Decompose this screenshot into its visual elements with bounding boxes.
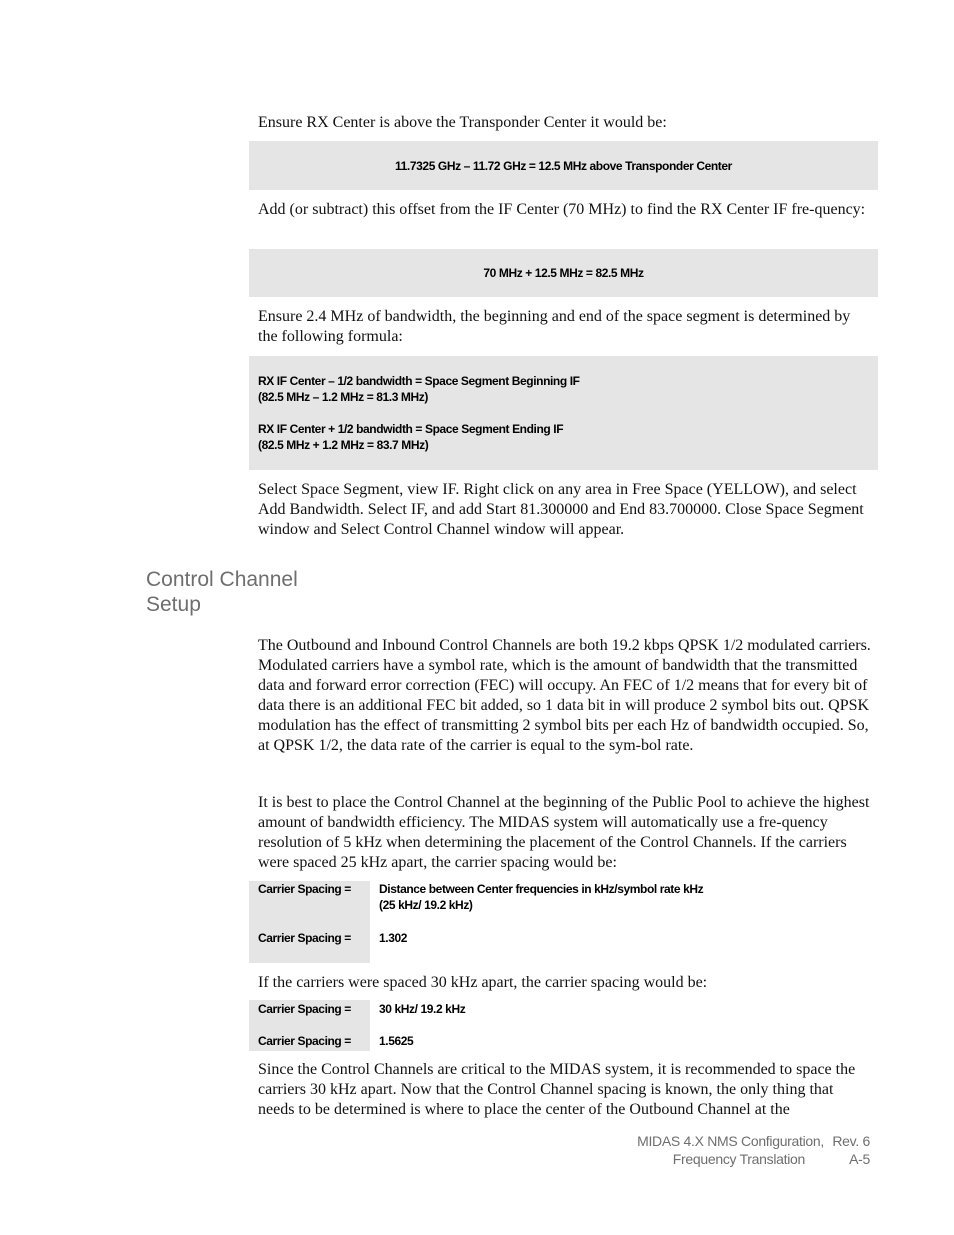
body-paragraph: If the carriers were spaced 30 kHz apart, the carrier spacing would be: bbox=[258, 974, 708, 991]
body-paragraph: It is best to place the Control Channel at the beginning of the Public Pool to achieve the highest amount of bandwidth efficiency. The MIDAS system will automatically use a fre-quency resolution of 5 kHz when determining the placement of the Control Channels. If the carriers were spaced 25 kHz apart, the carrier spacing would be: bbox=[258, 794, 870, 871]
body-paragraph: Select Space Segment, view IF. Right click on any area in Free Space (YELLOW), and select Add Bandwidth. Select IF, and add Start 81.300000 and End 83.700000. Close Space Segment window and Select Control Channel window will appear. bbox=[258, 481, 864, 538]
formula-box-offset bbox=[249, 141, 878, 190]
table-row-label: Carrier Spacing = bbox=[258, 931, 351, 945]
footer-page-number: A-5 bbox=[849, 1151, 870, 1167]
formula-line: 70 MHz + 12.5 MHz = 82.5 MHz bbox=[483, 266, 644, 280]
section-heading-line: Control Channel bbox=[146, 568, 298, 591]
table-row-value: (25 kHz/ 19.2 kHz) bbox=[379, 898, 473, 912]
section-heading bbox=[146, 567, 298, 617]
table-row-label: Carrier Spacing = bbox=[258, 1034, 351, 1048]
section-heading-line: Setup bbox=[146, 593, 201, 616]
footer-section-name: Frequency Translation bbox=[672, 1151, 805, 1167]
formula-line: 11.7325 GHz – 11.72 GHz = 12.5 MHz above Transponder Center bbox=[395, 159, 732, 173]
table-row-label: Carrier Spacing = bbox=[258, 882, 351, 896]
body-paragraph: The Outbound and Inbound Control Channels are both 19.2 kbps QPSK 1/2 modulated carriers. Modulated carriers have a symbol rate, which is the amount of bandwidth that the transmitted data and forward error correction (FEC) will occupy. An FEC of 1/2 means that for every bit of data there is an additional FEC bit added, so 1 data bit in will produce 2 symbol bits out. QPSK modulation has the effect of transmitting 2 symbol bits per each Hz of bandwidth occupied. So, at QPSK 1/2, the data rate of the carrier is equal to the sym-bol rate. bbox=[258, 637, 871, 754]
body-paragraph: Ensure RX Center is above the Transponder Center it would be: bbox=[258, 114, 667, 131]
formula-box-space-segment bbox=[249, 356, 878, 470]
footer-doc-title: MIDAS 4.X NMS Configuration, bbox=[637, 1133, 824, 1149]
formula-line: RX IF Center – 1/2 bandwidth = Space Segment Beginning IF bbox=[258, 374, 580, 388]
table-row-value: 1.302 bbox=[379, 931, 408, 945]
table-row-label: Carrier Spacing = bbox=[258, 1002, 351, 1016]
table-row-value: 30 kHz/ 19.2 kHz bbox=[379, 1002, 466, 1016]
table-row-value: 1.5625 bbox=[379, 1034, 414, 1048]
formula-line: (82.5 MHz + 1.2 MHz = 83.7 MHz) bbox=[258, 438, 429, 452]
formula-line: (82.5 MHz – 1.2 MHz = 81.3 MHz) bbox=[258, 390, 428, 404]
footer-revision: Rev. 6 bbox=[832, 1133, 870, 1149]
body-paragraph: Add (or subtract) this offset from the IF Center (70 MHz) to find the RX Center IF fre-quency: bbox=[258, 201, 866, 218]
formula-line: RX IF Center + 1/2 bandwidth = Space Segment Ending IF bbox=[258, 422, 564, 436]
formula-box-rx-if bbox=[249, 249, 878, 297]
table-row-value: Distance between Center frequencies in kHz/symbol rate kHz bbox=[379, 882, 704, 896]
body-paragraph: Since the Control Channels are critical to the MIDAS system, it is recommended to space the carriers 30 kHz apart. Now that the Control Channel spacing is known, the only thing that needs to be determined is where to place the center of the Outbound Channel at the bbox=[258, 1061, 856, 1118]
body-paragraph: Ensure 2.4 MHz of bandwidth, the beginning and end of the space segment is determined by the following formula: bbox=[258, 308, 851, 345]
